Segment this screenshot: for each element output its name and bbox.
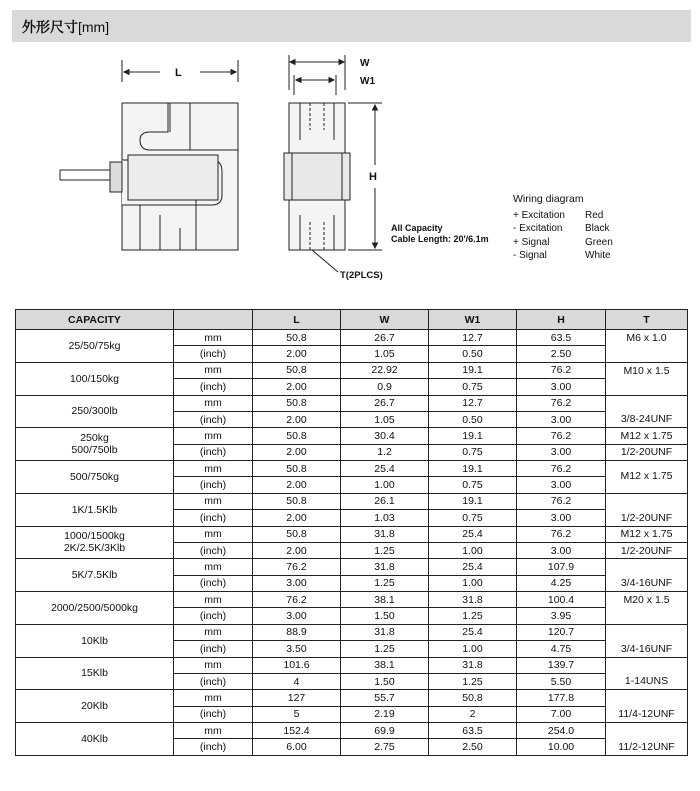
unit-cell: (inch) [174, 706, 253, 722]
header-unit [174, 310, 253, 330]
cable-caption [391, 223, 489, 245]
value-cell: 5.50 [517, 673, 606, 689]
capacity-cell [16, 723, 174, 756]
value-cell: 2 [429, 706, 517, 722]
table-row [16, 690, 688, 706]
value-cell: 1.00 [429, 575, 517, 591]
thread-cell [606, 690, 688, 723]
value-cell: 31.8 [341, 526, 429, 542]
value-cell: 3.00 [517, 444, 606, 460]
dimension-table [15, 309, 688, 756]
capacity-cell [16, 690, 174, 723]
wiring-color: Red [585, 209, 604, 221]
value-cell: 26.1 [341, 493, 429, 509]
unit-cell: mm [174, 362, 253, 378]
value-cell: 50.8 [253, 526, 341, 542]
value-cell: 254.0 [517, 723, 606, 739]
thread-spec: 11/4-12UNF [618, 708, 675, 720]
value-cell: 1.25 [429, 608, 517, 624]
section-title [22, 17, 109, 37]
capacity-line: 2K/2.5K/3Klb [63, 542, 126, 555]
value-cell: 120.7 [517, 624, 606, 640]
wiring-signal: - Excitation [513, 223, 563, 234]
value-cell: 0.50 [429, 411, 517, 427]
value-cell: 3.00 [517, 542, 606, 558]
value-cell: 0.50 [429, 346, 517, 362]
section-title-main: 外形尺寸 [22, 19, 78, 35]
value-cell: 19.1 [429, 428, 517, 444]
thread-cell [606, 723, 688, 756]
value-cell: 3.00 [517, 411, 606, 427]
capacity-cell [16, 330, 174, 363]
value-cell: 1.25 [341, 641, 429, 657]
table-row [16, 428, 688, 444]
value-cell: 107.9 [517, 559, 606, 575]
table-row [16, 592, 688, 608]
value-cell: 50.8 [253, 395, 341, 411]
capacity-cell [16, 657, 174, 690]
capacity-cell [16, 395, 174, 428]
value-cell: 1.05 [341, 346, 429, 362]
value-cell: 50.8 [253, 493, 341, 509]
value-cell: 76.2 [517, 461, 606, 477]
capacity-cell [16, 592, 174, 625]
thread-cell [606, 395, 688, 428]
thread-cell [606, 493, 688, 526]
value-cell: 76.2 [517, 428, 606, 444]
value-cell: 127 [253, 690, 341, 706]
unit-cell: mm [174, 493, 253, 509]
unit-cell: (inch) [174, 641, 253, 657]
value-cell: 177.8 [517, 690, 606, 706]
value-cell: 0.75 [429, 477, 517, 493]
header-capacity: CAPACITY [16, 310, 174, 330]
wiring-color: Black [585, 223, 610, 234]
value-cell: 3.95 [517, 608, 606, 624]
capacity-line: 1000/1500kg [64, 530, 125, 543]
capacity-cell [16, 461, 174, 494]
value-cell: 12.7 [429, 395, 517, 411]
thread-spec: 3/8-24UNF [620, 413, 673, 426]
capacity-line: 1K/1.5Klb [71, 503, 118, 516]
value-cell: 50.8 [253, 362, 341, 378]
capacity-cell [16, 493, 174, 526]
value-cell: 22.92 [341, 362, 429, 378]
value-cell: 2.00 [253, 379, 341, 395]
value-cell: 76.2 [517, 362, 606, 378]
capacity-line: 20Klb [81, 700, 108, 713]
value-cell: 2.00 [253, 542, 341, 558]
thread-cell [606, 657, 688, 690]
wiring-signal: - Signal [513, 250, 547, 261]
wiring-signal: + Signal [513, 236, 550, 248]
value-cell: 76.2 [253, 592, 341, 608]
value-cell: 1.50 [341, 673, 429, 689]
capacity-cell [16, 428, 174, 461]
capacity-line: 2000/2500/5000kg [51, 601, 138, 614]
value-cell: 1.50 [341, 608, 429, 624]
capacity-cell [16, 362, 174, 395]
value-cell: 25.4 [429, 559, 517, 575]
wiring-row [513, 222, 613, 236]
unit-cell: (inch) [174, 444, 253, 460]
unit-cell: mm [174, 624, 253, 640]
value-cell: 10.00 [517, 739, 606, 756]
thread-cell: M12 x 1.75 [606, 526, 688, 542]
table-row [16, 559, 688, 575]
value-cell: 2.00 [253, 477, 341, 493]
value-cell: 76.2 [517, 526, 606, 542]
value-cell: 50.8 [253, 428, 341, 444]
value-cell: 50.8 [253, 330, 341, 346]
unit-cell: (inch) [174, 411, 253, 427]
dim-label-W1: W1 [360, 76, 375, 87]
value-cell: 2.00 [253, 346, 341, 362]
table-row [16, 526, 688, 542]
capacity-line: 250kg [80, 432, 109, 445]
unit-cell: mm [174, 592, 253, 608]
value-cell: 38.1 [341, 657, 429, 673]
thread-spec: 3/4-16UNF [620, 577, 673, 589]
value-cell: 76.2 [517, 493, 606, 509]
value-cell: 19.1 [429, 461, 517, 477]
value-cell: 0.9 [341, 379, 429, 395]
value-cell: 4 [253, 673, 341, 689]
capacity-line: 100/150kg [69, 372, 120, 385]
value-cell: 19.1 [429, 493, 517, 509]
table-row [16, 657, 688, 673]
wiring-title: Wiring diagram [513, 193, 584, 205]
value-cell: 3.00 [517, 510, 606, 526]
table-row [16, 362, 688, 378]
value-cell: 88.9 [253, 624, 341, 640]
value-cell: 101.6 [253, 657, 341, 673]
unit-cell: (inch) [174, 608, 253, 624]
value-cell: 55.7 [341, 690, 429, 706]
value-cell: 50.8 [253, 461, 341, 477]
table-row [16, 395, 688, 411]
unit-cell: (inch) [174, 542, 253, 558]
thread-spec: 3/4-16UNF [620, 642, 673, 655]
unit-cell: mm [174, 330, 253, 346]
capacity-line: 15Klb [81, 667, 108, 680]
value-cell: 2.00 [253, 444, 341, 460]
value-cell: 0.75 [429, 510, 517, 526]
value-cell: 1.00 [429, 641, 517, 657]
value-cell: 2.00 [253, 411, 341, 427]
value-cell: 30.4 [341, 428, 429, 444]
value-cell: 3.00 [517, 379, 606, 395]
capacity-line: 500/750lb [71, 444, 118, 457]
value-cell: 3.50 [253, 641, 341, 657]
capacity-line: 250/300lb [71, 405, 118, 418]
wiring-row [513, 209, 613, 223]
value-cell: 31.8 [341, 559, 429, 575]
capacity-line: 500/750kg [69, 470, 120, 483]
value-cell: 1.25 [341, 575, 429, 591]
value-cell: 50.8 [429, 690, 517, 706]
header-T: T [606, 310, 688, 330]
value-cell: 0.75 [429, 444, 517, 460]
value-cell: 2.75 [341, 739, 429, 756]
value-cell: 2.50 [517, 346, 606, 362]
wiring-diagram [513, 193, 613, 263]
value-cell: 4.25 [517, 575, 606, 591]
side-view [284, 55, 382, 272]
value-cell: 5 [253, 706, 341, 722]
value-cell: 152.4 [253, 723, 341, 739]
thread-cell: M12 x 1.75 [606, 428, 688, 444]
value-cell: 76.2 [253, 559, 341, 575]
value-cell: 31.8 [341, 624, 429, 640]
caption-line-2: Cable Length: 20'/6.1m [391, 234, 489, 244]
value-cell: 4.75 [517, 641, 606, 657]
value-cell: 3.00 [517, 477, 606, 493]
value-cell: 19.1 [429, 362, 517, 378]
capacity-line: 40Klb [81, 733, 108, 745]
thread-cell [606, 461, 688, 494]
thread-spec: M6 x 1.0 [626, 332, 667, 344]
value-cell: 63.5 [517, 330, 606, 346]
unit-cell: (inch) [174, 346, 253, 362]
dim-label-W: W [360, 58, 370, 69]
value-cell: 0.75 [429, 379, 517, 395]
value-cell: 1.03 [341, 510, 429, 526]
value-cell: 2.19 [341, 706, 429, 722]
capacity-line: 25/50/75kg [68, 339, 121, 352]
value-cell: 7.00 [517, 706, 606, 722]
value-cell: 100.4 [517, 592, 606, 608]
value-cell: 31.8 [429, 592, 517, 608]
value-cell: 1.00 [341, 477, 429, 493]
unit-cell: (inch) [174, 379, 253, 395]
dim-label-L: L [175, 67, 182, 79]
header-H: H [517, 310, 606, 330]
value-cell: 31.8 [429, 657, 517, 673]
wiring-row [513, 249, 613, 263]
capacity-cell [16, 526, 174, 559]
unit-cell: (inch) [174, 575, 253, 591]
unit-cell: mm [174, 395, 253, 411]
thread-spec: 11/2-12UNF [618, 741, 675, 753]
thread-spec: M20 x 1.5 [623, 594, 670, 606]
unit-cell: (inch) [174, 739, 253, 756]
caption-line-1: All Capacity [391, 223, 443, 233]
wiring-color: Green [585, 236, 613, 248]
table-row [16, 461, 688, 477]
unit-cell: mm [174, 723, 253, 739]
unit-cell: mm [174, 657, 253, 673]
unit-cell: mm [174, 428, 253, 444]
dim-label-T: T(2PLCS) [340, 270, 383, 281]
value-cell: 25.4 [341, 461, 429, 477]
value-cell: 26.7 [341, 395, 429, 411]
value-cell: 2.50 [429, 739, 517, 756]
header-L: L [253, 310, 341, 330]
table-header-row [16, 310, 688, 330]
value-cell: 12.7 [429, 330, 517, 346]
value-cell: 1.25 [341, 542, 429, 558]
thread-spec: M12 x 1.75 [620, 469, 673, 482]
value-cell: 6.00 [253, 739, 341, 756]
value-cell: 2.00 [253, 510, 341, 526]
wiring-signal: + Excitation [513, 209, 565, 221]
unit-cell: (inch) [174, 673, 253, 689]
capacity-cell [16, 624, 174, 657]
unit-cell: (inch) [174, 510, 253, 526]
unit-cell: (inch) [174, 477, 253, 493]
value-cell: 25.4 [429, 624, 517, 640]
front-view [60, 60, 238, 250]
value-cell: 38.1 [341, 592, 429, 608]
section-title-unit: [mm] [78, 19, 110, 35]
value-cell: 3.00 [253, 575, 341, 591]
table-row [16, 723, 688, 739]
thread-cell [606, 330, 688, 363]
value-cell: 139.7 [517, 657, 606, 673]
value-cell: 1.25 [429, 673, 517, 689]
value-cell: 26.7 [341, 330, 429, 346]
value-cell: 3.00 [253, 608, 341, 624]
thread-cell: 1/2-20UNF [606, 444, 688, 460]
thread-cell [606, 624, 688, 657]
unit-cell: mm [174, 559, 253, 575]
thread-cell [606, 559, 688, 592]
thread-cell: 1/2-20UNF [606, 542, 688, 558]
thread-cell [606, 592, 688, 625]
capacity-cell [16, 559, 174, 592]
value-cell: 1.2 [341, 444, 429, 460]
table-row [16, 624, 688, 640]
value-cell: 69.9 [341, 723, 429, 739]
section-title-bar [12, 10, 691, 42]
unit-cell: mm [174, 690, 253, 706]
capacity-line: 5K/7.5Klb [71, 569, 118, 582]
value-cell: 25.4 [429, 526, 517, 542]
header-W: W [341, 310, 429, 330]
value-cell: 76.2 [517, 395, 606, 411]
header-W1: W1 [429, 310, 517, 330]
capacity-line: 10Klb [81, 634, 108, 647]
value-cell: 63.5 [429, 723, 517, 739]
thread-cell [606, 362, 688, 395]
wiring-row [513, 236, 613, 250]
thread-spec: 1-14UNS [624, 675, 669, 688]
dim-label-H: H [369, 171, 377, 183]
thread-spec: 1/2-20UNF [620, 511, 673, 524]
table-row [16, 330, 688, 346]
value-cell: 1.00 [429, 542, 517, 558]
table-row [16, 493, 688, 509]
wiring-color: White [585, 250, 611, 261]
thread-spec: M10 x 1.5 [623, 364, 670, 377]
unit-cell: mm [174, 526, 253, 542]
value-cell: 1.05 [341, 411, 429, 427]
unit-cell: mm [174, 461, 253, 477]
